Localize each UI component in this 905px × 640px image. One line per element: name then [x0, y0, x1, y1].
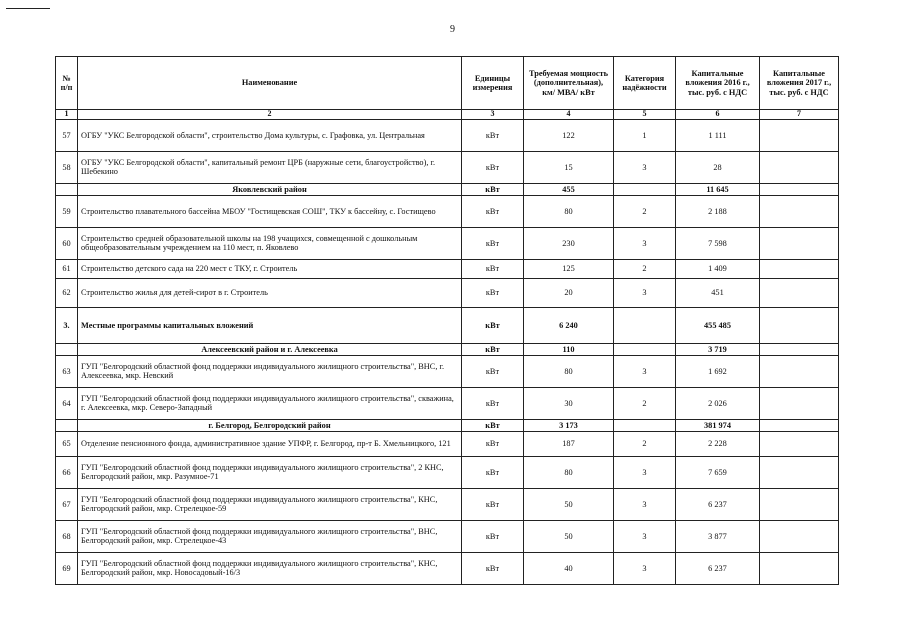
table-subtotal-row — [56, 419, 839, 431]
row-cap2016: 7 659 — [676, 456, 760, 488]
table-body — [56, 119, 839, 584]
row-unit: кВт — [462, 431, 524, 456]
row-unit: кВт — [462, 307, 524, 343]
row-category: 3 — [614, 552, 676, 584]
row-cap2017 — [760, 343, 839, 355]
row-category: 2 — [614, 259, 676, 278]
row-name: ГУП "Белгородский областной фонд поддержки индивидуального жилищного строительства", 2 КНС, Белгородский район, мкр. Разумное-71 — [78, 456, 462, 488]
row-category — [614, 307, 676, 343]
row-number: 63 — [56, 355, 78, 387]
row-power: 3 173 — [524, 419, 614, 431]
row-cap2016: 6 237 — [676, 488, 760, 520]
row-power: 187 — [524, 431, 614, 456]
table-row — [56, 227, 839, 259]
table-row — [56, 552, 839, 584]
row-cap2016: 455 485 — [676, 307, 760, 343]
row-name: г. Белгород, Белгородский район — [78, 419, 462, 431]
row-power: 110 — [524, 343, 614, 355]
row-cap2017 — [760, 419, 839, 431]
row-number: 60 — [56, 227, 78, 259]
row-name: ГУП "Белгородский областной фонд поддержки индивидуального жилищного строительства", КНС, Белгородский район, мкр. Новосадовый-16/3 — [78, 552, 462, 584]
row-cap2017 — [760, 307, 839, 343]
row-power: 40 — [524, 552, 614, 584]
row-number — [56, 419, 78, 431]
row-cap2016: 451 — [676, 278, 760, 307]
row-power: 15 — [524, 151, 614, 183]
row-unit: кВт — [462, 183, 524, 195]
row-cap2016: 6 237 — [676, 552, 760, 584]
row-number — [56, 343, 78, 355]
column-number: 2 — [78, 110, 462, 120]
row-category: 3 — [614, 488, 676, 520]
header-power: Требуемая мощность (дополнительная), км/ МВА/ кВт — [524, 57, 614, 110]
column-number: 5 — [614, 110, 676, 120]
row-unit: кВт — [462, 419, 524, 431]
row-unit: кВт — [462, 355, 524, 387]
row-cap2017 — [760, 151, 839, 183]
row-cap2017 — [760, 387, 839, 419]
row-category: 2 — [614, 431, 676, 456]
row-unit: кВт — [462, 278, 524, 307]
column-number: 7 — [760, 110, 839, 120]
row-name: Отделение пенсионного фонда, административное здание УПФР, г. Белгород, пр-т Б. Хмельницкого, 121 — [78, 431, 462, 456]
row-cap2017 — [760, 259, 839, 278]
row-number: 69 — [56, 552, 78, 584]
row-cap2017 — [760, 278, 839, 307]
row-cap2016: 1 409 — [676, 259, 760, 278]
row-power: 122 — [524, 119, 614, 151]
row-number — [56, 183, 78, 195]
row-category: 2 — [614, 387, 676, 419]
row-category: 2 — [614, 195, 676, 227]
table-row — [56, 431, 839, 456]
row-number: 59 — [56, 195, 78, 227]
row-cap2016: 1 111 — [676, 119, 760, 151]
row-number: 3. — [56, 307, 78, 343]
row-cap2017 — [760, 520, 839, 552]
row-name: ГУП "Белгородский областной фонд поддержки индивидуального жилищного строительства", ВНС, г. Алексеевка, мкр. Невский — [78, 355, 462, 387]
row-name: Строительство средней образовательной школы на 198 учащихся, совмещенной с дошкольным общеобразовательным учреждением на 110 мест, п. Яковлево — [78, 227, 462, 259]
column-number: 3 — [462, 110, 524, 120]
row-cap2016: 28 — [676, 151, 760, 183]
table-row — [56, 278, 839, 307]
table-row — [56, 119, 839, 151]
column-number: 1 — [56, 110, 78, 120]
row-cap2017 — [760, 431, 839, 456]
table-row — [56, 520, 839, 552]
row-number: 66 — [56, 456, 78, 488]
row-cap2017 — [760, 183, 839, 195]
header-cap2017: Капитальные вложения 2017 г., тыс. руб. с НДС — [760, 57, 839, 110]
row-power: 125 — [524, 259, 614, 278]
row-power: 20 — [524, 278, 614, 307]
row-number: 58 — [56, 151, 78, 183]
header-cap2016: Капитальные вложения 2016 г., тыс. руб. с НДС — [676, 57, 760, 110]
row-category: 3 — [614, 151, 676, 183]
page-number: 9 — [450, 24, 455, 35]
row-name: Яковлевский район — [78, 183, 462, 195]
row-number: 68 — [56, 520, 78, 552]
row-cap2016: 3 719 — [676, 343, 760, 355]
row-unit: кВт — [462, 552, 524, 584]
row-name: Строительство жилья для детей-сирот в г. Строитель — [78, 278, 462, 307]
row-unit: кВт — [462, 259, 524, 278]
row-name: Строительство детского сада на 220 мест с ТКУ, г. Строитель — [78, 259, 462, 278]
row-power: 6 240 — [524, 307, 614, 343]
row-unit: кВт — [462, 387, 524, 419]
header-unit: Единицы измерения — [462, 57, 524, 110]
row-unit: кВт — [462, 119, 524, 151]
row-category: 3 — [614, 278, 676, 307]
row-unit: кВт — [462, 195, 524, 227]
row-number: 61 — [56, 259, 78, 278]
table-header-row — [56, 57, 839, 110]
row-cap2017 — [760, 195, 839, 227]
table-subtotal-row — [56, 183, 839, 195]
header-num: № п/п — [56, 57, 78, 110]
header-name: Наименование — [78, 57, 462, 110]
row-unit: кВт — [462, 520, 524, 552]
row-cap2016: 2 026 — [676, 387, 760, 419]
table-row — [56, 456, 839, 488]
row-cap2017 — [760, 227, 839, 259]
row-name: ГУП "Белгородский областной фонд поддержки индивидуального жилищного строительства", скважина, г. Алексеевка, мкр. Северо-Западный — [78, 387, 462, 419]
row-category — [614, 183, 676, 195]
row-name: Местные программы капитальных вложений — [78, 307, 462, 343]
row-unit: кВт — [462, 343, 524, 355]
row-power: 30 — [524, 387, 614, 419]
row-power: 50 — [524, 520, 614, 552]
row-cap2016: 11 645 — [676, 183, 760, 195]
row-cap2016: 381 974 — [676, 419, 760, 431]
header-category: Категория надёжности — [614, 57, 676, 110]
row-name: ГУП "Белгородский областной фонд поддержки индивидуального жилищного строительства", КНС, Белгородский район, мкр. Стрелецкое-59 — [78, 488, 462, 520]
table-subtotal-row — [56, 343, 839, 355]
row-category — [614, 419, 676, 431]
table-row — [56, 195, 839, 227]
table-row — [56, 387, 839, 419]
row-cap2016: 3 877 — [676, 520, 760, 552]
row-category: 3 — [614, 227, 676, 259]
row-unit: кВт — [462, 227, 524, 259]
row-power: 80 — [524, 355, 614, 387]
row-number: 64 — [56, 387, 78, 419]
row-power: 230 — [524, 227, 614, 259]
row-unit: кВт — [462, 488, 524, 520]
row-cap2017 — [760, 355, 839, 387]
row-name: Строительство плавательного бассейна МБОУ "Гостищевская СОШ", ТКУ к бассейну, с. Гостищево — [78, 195, 462, 227]
table-row — [56, 151, 839, 183]
row-name: Алексеевский район и г. Алексеевка — [78, 343, 462, 355]
row-power: 80 — [524, 195, 614, 227]
table-row — [56, 355, 839, 387]
row-cap2016: 2 188 — [676, 195, 760, 227]
table-row — [56, 259, 839, 278]
row-category — [614, 343, 676, 355]
table-total-row — [56, 307, 839, 343]
column-number: 6 — [676, 110, 760, 120]
row-category: 1 — [614, 119, 676, 151]
row-category: 3 — [614, 456, 676, 488]
row-unit: кВт — [462, 456, 524, 488]
column-numbers-row — [56, 110, 839, 120]
row-power: 455 — [524, 183, 614, 195]
row-number: 57 — [56, 119, 78, 151]
row-name: ГУП "Белгородский областной фонд поддержки индивидуального жилищного строительства", ВНС, Белгородский район, мкр. Стрелецкое-43 — [78, 520, 462, 552]
row-number: 65 — [56, 431, 78, 456]
row-name: ОГБУ "УКС Белгородской области", капитальный ремонт ЦРБ (наружные сети, благоустройство), г. Шебекино — [78, 151, 462, 183]
row-cap2017 — [760, 552, 839, 584]
row-unit: кВт — [462, 151, 524, 183]
row-cap2017 — [760, 456, 839, 488]
row-number: 67 — [56, 488, 78, 520]
row-cap2017 — [760, 488, 839, 520]
row-category: 3 — [614, 355, 676, 387]
row-power: 50 — [524, 488, 614, 520]
row-name: ОГБУ "УКС Белгородской области", строительство Дома культуры, с. Графовка, ул. Центральная — [78, 119, 462, 151]
top-rule — [6, 8, 50, 9]
table-row — [56, 488, 839, 520]
row-cap2016: 7 598 — [676, 227, 760, 259]
row-cap2016: 2 228 — [676, 431, 760, 456]
row-power: 80 — [524, 456, 614, 488]
row-category: 3 — [614, 520, 676, 552]
row-cap2016: 1 692 — [676, 355, 760, 387]
row-cap2017 — [760, 119, 839, 151]
row-number: 62 — [56, 278, 78, 307]
capital-investment-table — [55, 56, 839, 585]
column-number: 4 — [524, 110, 614, 120]
